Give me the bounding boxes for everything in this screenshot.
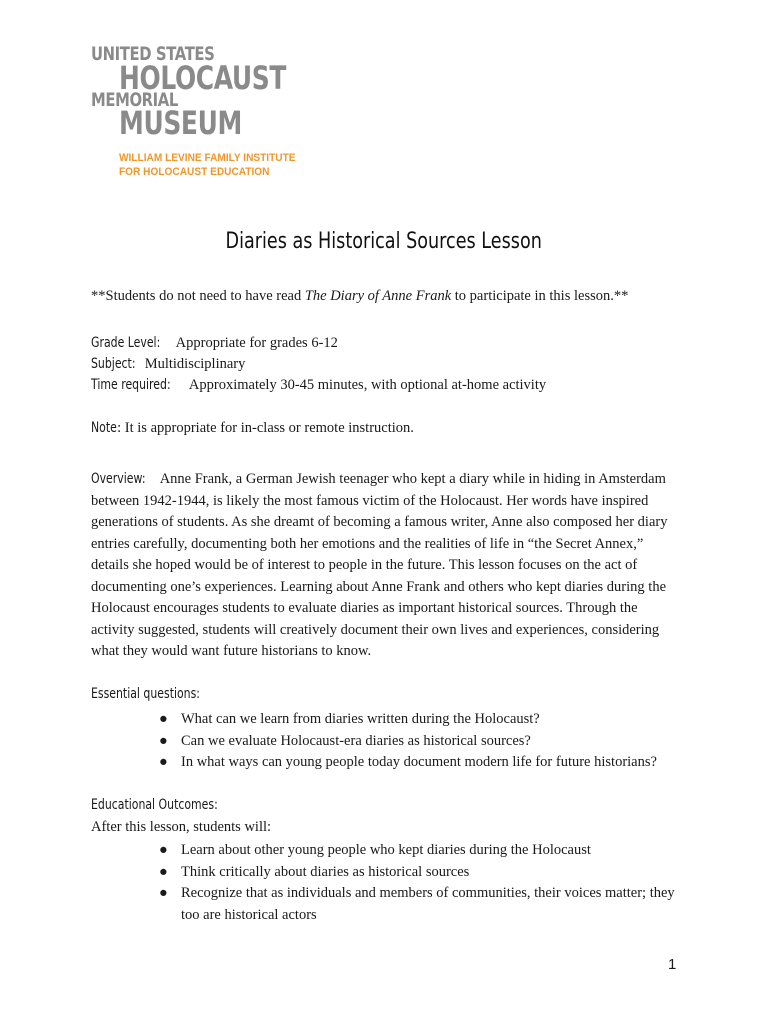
bullet-icon: ● — [159, 885, 168, 901]
note-label: Note — [91, 420, 117, 436]
list-item-text: Learn about other young people who kept diaries during the Holocaust — [181, 842, 591, 858]
logo-institute-line1: WILLIAM LEVINE FAMILY INSTITUTE — [119, 152, 296, 164]
bullet-icon: ● — [159, 732, 168, 749]
list-item — [157, 883, 687, 926]
list-item-text: Can we evaluate Holocaust-era diaries as historical sources? — [181, 732, 531, 749]
logo-line-memorial: MEMORIAL — [91, 89, 178, 111]
subject-label: Subject: — [91, 356, 136, 372]
outcomes-intro: After this lesson, students will: — [91, 819, 272, 835]
essential-questions-heading — [91, 686, 224, 703]
list-item-text: What can we learn from diaries written during the Holocaust? — [181, 711, 540, 727]
list-item — [157, 709, 687, 731]
logo-line-united-states: UNITED STATES — [91, 43, 215, 65]
educational-outcomes-heading — [91, 797, 247, 814]
notice-book-title: The Diary of Anne Frank — [304, 288, 452, 304]
grade-level-value: Appropriate for grades 6-12 — [172, 335, 338, 351]
bullet-icon: ● — [159, 754, 168, 770]
time-required-value: Approximately 30-45 minutes, with optional at-home activity — [186, 377, 547, 393]
grade-level-line — [91, 335, 338, 352]
list-item — [157, 840, 687, 862]
grade-level-label: Grade Level: — [91, 335, 161, 351]
subject-value: Multidisciplinary — [141, 356, 246, 372]
logo-line-museum: MUSEUM — [119, 104, 242, 142]
notice-before: **Students do not need to have read — [91, 288, 305, 304]
time-required-label: Time required: — [91, 377, 171, 393]
list-item-text: Think critically about diaries as historical sources — [181, 863, 470, 880]
list-item — [157, 862, 687, 884]
subject-line — [91, 356, 245, 373]
list-item-text: In what ways can young people today document modern life for future historians? — [181, 754, 657, 770]
list-item — [157, 752, 687, 774]
note-value: : It is appropriate for in-class or remote instruction. — [117, 420, 414, 436]
logo-line-holocaust: HOLOCAUST — [119, 59, 286, 97]
list-item-text: Recognize that as individuals and members of communities, their voices matter; they too are historical actors — [181, 885, 675, 923]
educational-outcomes-label: Educational Outcomes: — [91, 797, 218, 813]
time-required-line — [91, 377, 546, 394]
bullet-icon: ● — [159, 711, 168, 727]
bullet-icon: ● — [159, 863, 168, 880]
overview-label: Overview: — [91, 471, 146, 487]
essential-questions-list — [157, 709, 687, 774]
page-number: 1 — [668, 956, 677, 973]
educational-outcomes-list — [157, 840, 687, 926]
overview-text: Anne Frank, a German Jewish teenager who kept a diary while in hiding in Amsterdam between 1942-1944, is likely the most famous victim of the Holocaust. Her words have inspired generations of students. As she dreamt of becoming a famous writer, Anne also composed her diary entries carefully, documenting both her emotions and the realities of life in “the Secret Annex,” details she hoped would be of interest to people in the future. This lesson focuses on the act of documenting one’s experiences. Learning about Anne Frank and others who kept diaries during the Holocaust encourages students to evaluate diaries as important historical sources. Through the activity suggested, students will creatively document their own lives and experiences, considering what they would want future historians to know. — [91, 471, 668, 659]
essential-questions-label: Essential questions: — [91, 686, 200, 702]
logo-institute-line2: FOR HOLOCAUST EDUCATION — [119, 166, 270, 178]
document-title — [0, 229, 768, 254]
bullet-icon: ● — [159, 842, 168, 858]
overview-paragraph — [91, 469, 681, 663]
document-title-text: Diaries as Historical Sources Lesson — [225, 229, 543, 254]
prerequisite-notice — [91, 288, 628, 305]
notice-after: to participate in this lesson.** — [451, 288, 629, 304]
list-item — [157, 731, 687, 753]
note-line — [91, 420, 414, 437]
